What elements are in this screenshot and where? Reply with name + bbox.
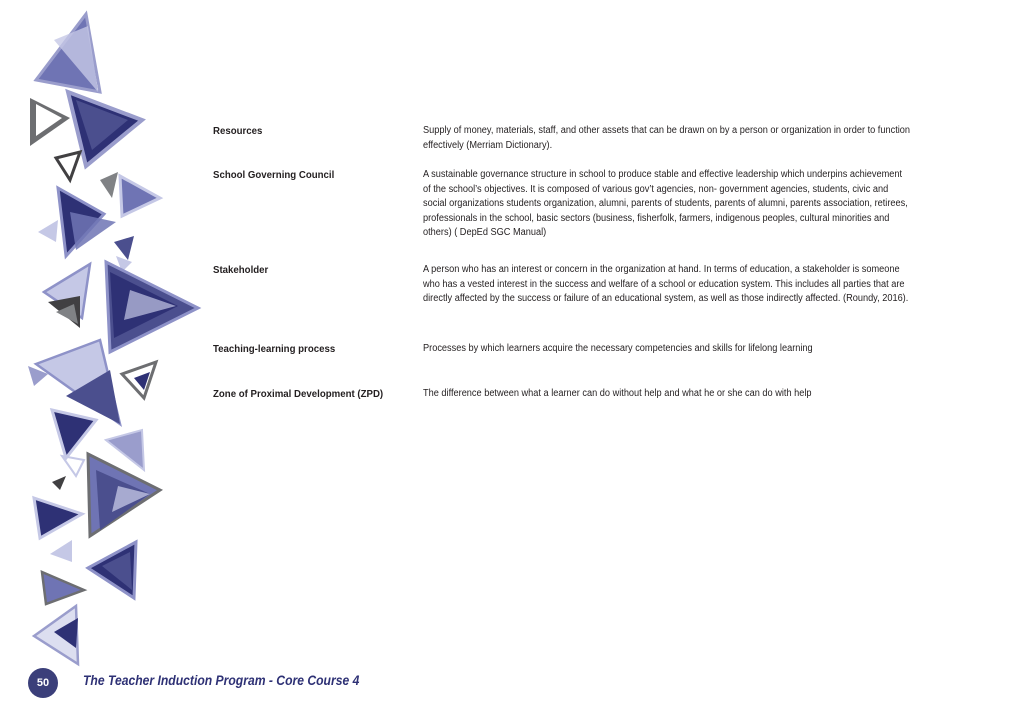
glossary-definition: Processes by which learners acquire the necessary competencies and skills for lifelong learning [423, 343, 813, 354]
triangle-shape [100, 172, 118, 198]
triangle-shape [52, 476, 66, 490]
glossary-term: Stakeholder [213, 264, 269, 276]
triangle-shape [70, 212, 116, 250]
glossary-term: Teaching-learning process [213, 343, 336, 355]
glossary-definition: Supply of money, materials, staff, and other assets that can be drawn on by a person or organization in order to function effectively (Merriam Dictionary). [423, 125, 911, 151]
decorative-triangles-border [0, 0, 210, 680]
glossary-definition: A sustainable governance structure in school to produce stable and effective leadership which underpins achievement of the school’s objectives. It is composed of various gov’t agencies, non- government agencies, students, civic and social organizations students organization, alumni, parents of students, parents of alumni, parents association, retirees, professionals in the school, basic sectors (business, fisherfolk, farmers, indigenous peoples, cultural minorities and others) ( DepEd SGC Manual) [423, 169, 908, 239]
glossary-term: Zone of Proximal Development (ZPD) [213, 388, 384, 400]
glossary-term: Resources [213, 125, 263, 137]
triangle-shape [62, 456, 84, 476]
glossary-term: School Governing Council [213, 169, 335, 181]
footer-title: The Teacher Induction Program - Core Course 4 [83, 673, 360, 688]
glossary-definition: The difference between what a learner can do without help and what he or she can do with help [423, 388, 812, 399]
triangle-shape [56, 152, 80, 180]
page-number-badge: 50 [28, 668, 58, 698]
triangle-shape [106, 430, 144, 470]
triangle-shape [38, 220, 58, 242]
glossary-definition: A person who has an interest or concern in the organization at hand. In terms of education, a stakeholder is someone who has a vested interest in the success and welfare of a school or education system. This includes all parties that are directly affected by the success or failure of an educational system, as well as those indirectly affected. (Roundy, 2016). [423, 264, 909, 305]
triangle-shape [50, 540, 72, 562]
page-footer [0, 662, 1024, 702]
